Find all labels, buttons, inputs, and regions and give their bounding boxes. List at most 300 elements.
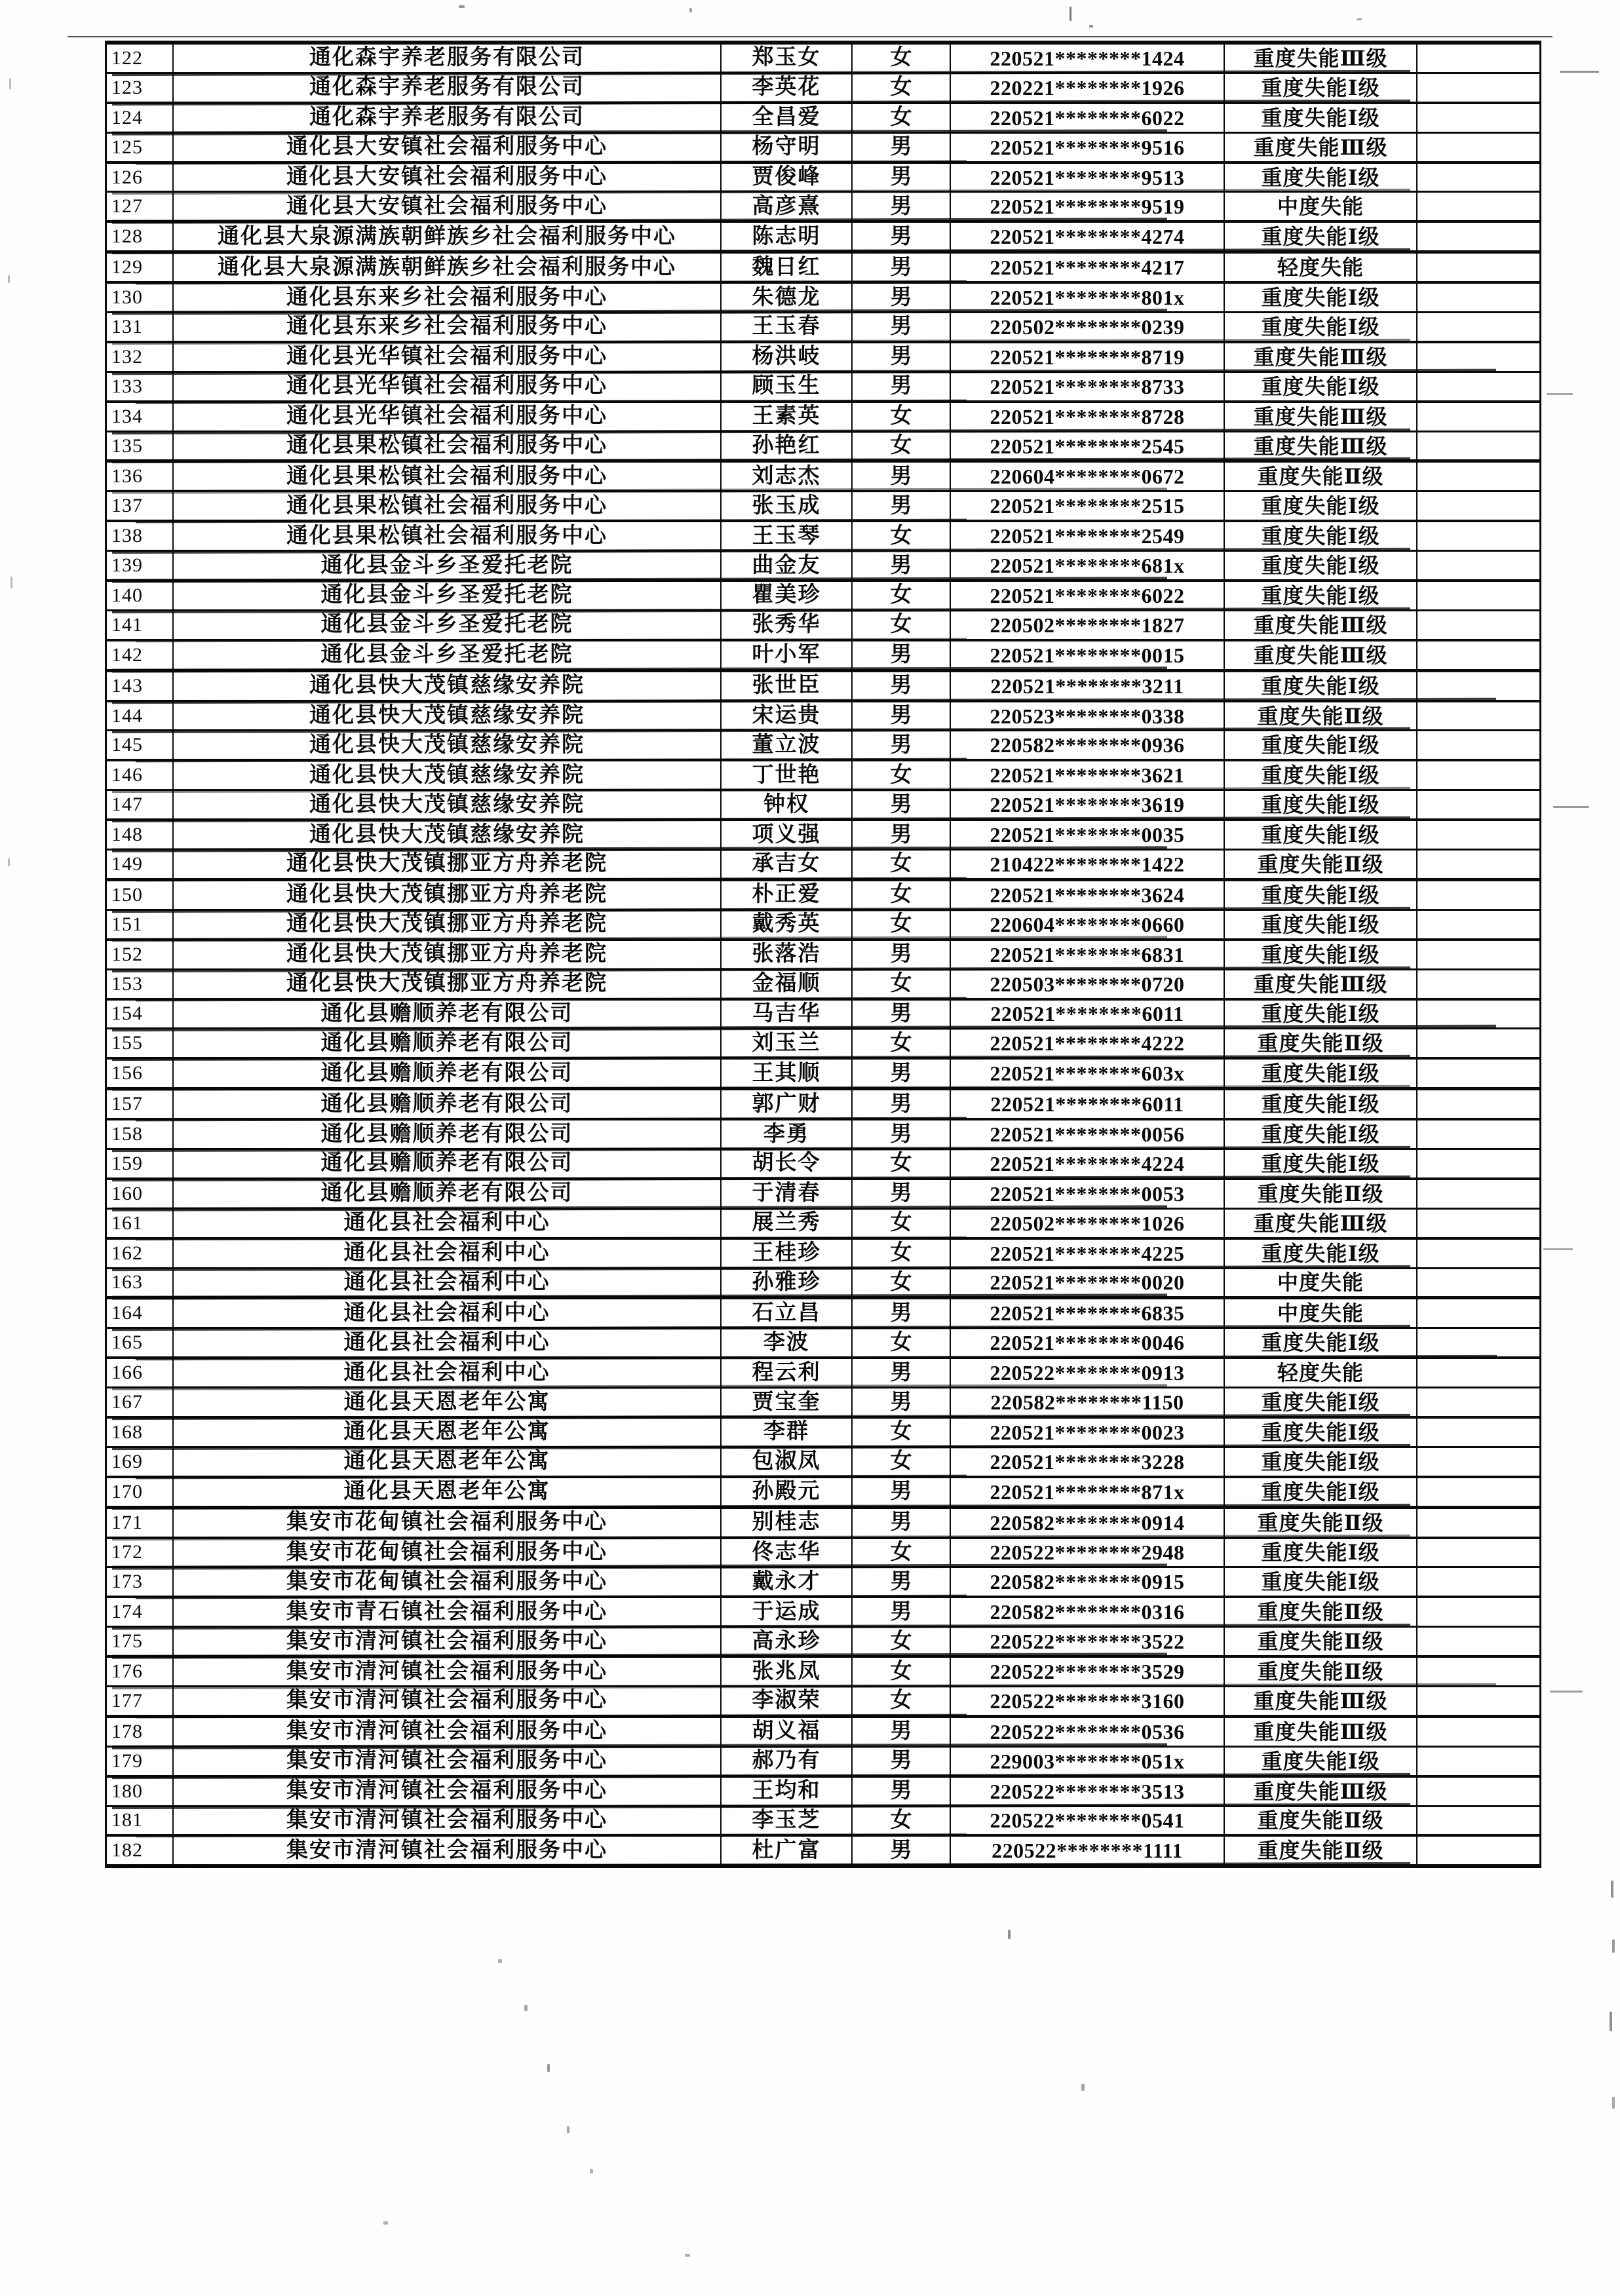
cell-person-name: 郭广财 (722, 1090, 853, 1118)
cell-disability-level: 重度失能Ⅱ级 (1225, 1837, 1418, 1864)
cell-institution: 集安市花甸镇社会福利服务中心 (174, 1509, 722, 1537)
scan-speck-artifact (1610, 2012, 1612, 2031)
cell-gender: 女 (853, 1150, 951, 1177)
cell-blank (1418, 672, 1539, 700)
cell-gender: 女 (853, 1539, 951, 1567)
cell-institution: 通化县快大茂镇挪亚方舟养老院 (174, 881, 722, 909)
cell-institution: 通化县金斗乡圣爱托老院 (174, 641, 722, 669)
scan-speck-artifact (547, 2064, 550, 2072)
table-row (107, 1359, 1539, 1388)
table-row (107, 552, 1539, 582)
cell-id-number: 220582********0316 (951, 1598, 1225, 1626)
cell-institution: 通化县大安镇社会福利服务中心 (174, 134, 722, 161)
cell-person-name: 陈志明 (722, 223, 853, 250)
cell-blank (1418, 1598, 1539, 1626)
table-row (107, 1090, 1539, 1120)
cell-blank (1418, 1090, 1539, 1118)
cell-disability-level: 重度失能Ⅱ级 (1225, 702, 1418, 730)
cell-blank (1418, 193, 1539, 220)
cell-institution: 通化县社会福利中心 (174, 1210, 722, 1237)
cell-blank (1418, 611, 1539, 639)
cell-gender: 女 (853, 104, 951, 132)
cell-serial-number: 164 (107, 1299, 174, 1327)
cell-blank (1418, 373, 1539, 400)
cell-institution: 通化县社会福利中心 (174, 1359, 722, 1387)
table-row (107, 761, 1539, 791)
cell-institution: 集安市花甸镇社会福利服务中心 (174, 1539, 722, 1567)
cell-institution: 通化县赡顺养老有限公司 (174, 1090, 722, 1118)
cell-person-name: 戴永才 (722, 1568, 853, 1596)
cell-person-name: 杨洪岐 (722, 343, 853, 371)
cell-blank (1418, 463, 1539, 490)
cell-serial-number: 175 (107, 1628, 174, 1655)
cell-institution: 通化县快大茂镇挪亚方舟养老院 (174, 941, 722, 968)
cell-gender: 男 (853, 1090, 951, 1118)
cell-disability-level: 重度失能Ⅲ级 (1225, 432, 1418, 460)
cell-person-name: 钟权 (722, 791, 853, 818)
cell-institution: 通化县光华镇社会福利服务中心 (174, 373, 722, 400)
scan-speck-artifact (1550, 1691, 1583, 1693)
cell-blank (1418, 432, 1539, 460)
cell-id-number: 220521********0035 (951, 821, 1225, 849)
cell-person-name: 朱德龙 (722, 284, 853, 311)
cell-gender: 女 (853, 1029, 951, 1057)
cell-disability-level: 中度失能 (1225, 1269, 1418, 1297)
table-row (107, 1478, 1539, 1509)
cell-disability-level: 重度失能Ⅲ级 (1225, 343, 1418, 371)
cell-blank (1418, 970, 1539, 998)
cell-id-number: 220502********1026 (951, 1210, 1225, 1237)
cell-disability-level: 重度失能Ⅱ级 (1225, 1029, 1418, 1057)
cell-gender: 女 (853, 611, 951, 639)
cell-gender: 女 (853, 582, 951, 609)
cell-institution: 集安市清河镇社会福利服务中心 (174, 1837, 722, 1864)
scan-speck-artifact (1543, 1248, 1573, 1250)
cell-id-number: 220521********3211 (951, 672, 1225, 700)
cell-gender: 男 (853, 313, 951, 341)
cell-id-number: 220521********2545 (951, 432, 1225, 460)
cell-gender: 女 (853, 432, 951, 460)
cell-disability-level: 重度失能Ⅰ级 (1225, 1448, 1418, 1476)
cell-serial-number: 169 (107, 1448, 174, 1476)
cell-id-number: 220521********681x (951, 552, 1225, 579)
table-row (107, 1509, 1539, 1539)
cell-person-name: 魏日红 (722, 254, 853, 281)
cell-institution: 通化县赡顺养老有限公司 (174, 1150, 722, 1177)
cell-id-number: 220521********871x (951, 1478, 1225, 1506)
cell-person-name: 于运成 (722, 1598, 853, 1626)
table-row (107, 45, 1539, 74)
cell-blank (1418, 1448, 1539, 1476)
cell-institution: 通化县社会福利中心 (174, 1269, 722, 1297)
cell-disability-level: 重度失能Ⅰ级 (1225, 164, 1418, 191)
cell-gender: 女 (853, 74, 951, 102)
cell-blank (1418, 1029, 1539, 1057)
cell-disability-level: 重度失能Ⅰ级 (1225, 761, 1418, 789)
cell-blank (1418, 104, 1539, 132)
cell-institution: 通化县快大茂镇挪亚方舟养老院 (174, 911, 722, 938)
cell-serial-number: 146 (107, 761, 174, 789)
cell-institution: 集安市清河镇社会福利服务中心 (174, 1687, 722, 1715)
cell-gender: 男 (853, 672, 951, 700)
cell-blank (1418, 313, 1539, 341)
cell-id-number: 210422********1422 (951, 851, 1225, 878)
cell-id-number: 220521********8728 (951, 403, 1225, 430)
cell-id-number: 220502********1827 (951, 611, 1225, 639)
cell-person-name: 杨守明 (722, 134, 853, 161)
cell-person-name: 别桂志 (722, 1509, 853, 1537)
cell-person-name: 叶小军 (722, 641, 853, 669)
cell-disability-level: 重度失能Ⅰ级 (1225, 522, 1418, 550)
cell-serial-number: 161 (107, 1210, 174, 1237)
cell-institution: 通化县快大茂镇慈缘安养院 (174, 791, 722, 818)
table-row (107, 1299, 1539, 1329)
cell-id-number: 220521********8733 (951, 373, 1225, 400)
cell-id-number: 220521********0023 (951, 1419, 1225, 1446)
cell-id-number: 220521********9516 (951, 134, 1225, 161)
cell-blank (1418, 1509, 1539, 1537)
scan-speck-artifact (689, 8, 692, 12)
cell-blank (1418, 1001, 1539, 1028)
cell-institution: 通化县赡顺养老有限公司 (174, 1180, 722, 1208)
cell-disability-level: 中度失能 (1225, 193, 1418, 220)
cell-institution: 通化县赡顺养老有限公司 (174, 1001, 722, 1028)
cell-blank (1418, 1388, 1539, 1416)
cell-gender: 男 (853, 1478, 951, 1506)
cell-disability-level: 重度失能Ⅰ级 (1225, 821, 1418, 849)
cell-person-name: 孙殿元 (722, 1478, 853, 1506)
cell-gender: 男 (853, 1837, 951, 1864)
scan-speck-artifact (1089, 25, 1093, 28)
cell-serial-number: 165 (107, 1329, 174, 1356)
cell-serial-number: 160 (107, 1180, 174, 1208)
cell-serial-number: 180 (107, 1778, 174, 1805)
cell-serial-number: 142 (107, 641, 174, 669)
cell-gender: 男 (853, 1778, 951, 1805)
cell-gender: 男 (853, 791, 951, 818)
cell-gender: 女 (853, 1329, 951, 1356)
cell-institution: 集安市花甸镇社会福利服务中心 (174, 1568, 722, 1596)
cell-disability-level: 重度失能Ⅱ级 (1225, 1180, 1418, 1208)
cell-person-name: 张玉成 (722, 492, 853, 520)
cell-id-number: 220604********0660 (951, 911, 1225, 938)
cell-disability-level: 重度失能Ⅰ级 (1225, 1090, 1418, 1118)
cell-id-number: 220521********4274 (951, 223, 1225, 250)
cell-serial-number: 127 (107, 193, 174, 220)
cell-person-name: 张世臣 (722, 672, 853, 700)
cell-disability-level: 重度失能Ⅰ级 (1225, 1001, 1418, 1028)
table-row (107, 522, 1539, 552)
cell-institution: 通化县果松镇社会福利服务中心 (174, 492, 722, 520)
cell-id-number: 220522********2948 (951, 1539, 1225, 1567)
cell-serial-number: 159 (107, 1150, 174, 1177)
table-row (107, 1001, 1539, 1030)
scan-speck-artifact (1070, 7, 1071, 21)
table-row (107, 611, 1539, 641)
cell-gender: 男 (853, 1388, 951, 1416)
cell-disability-level: 重度失能Ⅰ级 (1225, 313, 1418, 341)
cell-serial-number: 139 (107, 552, 174, 579)
cell-gender: 男 (853, 1359, 951, 1387)
cell-id-number: 220521********6011 (951, 1090, 1225, 1118)
cell-institution: 通化森宇养老服务有限公司 (174, 104, 722, 132)
cell-serial-number: 131 (107, 313, 174, 341)
cell-blank (1418, 1718, 1539, 1746)
cell-id-number: 220522********0913 (951, 1359, 1225, 1387)
cell-institution: 通化县大泉源满族朝鲜族乡社会福利服务中心 (174, 223, 722, 250)
table-row (107, 1060, 1539, 1090)
cell-person-name: 瞿美珍 (722, 582, 853, 609)
cell-serial-number: 143 (107, 672, 174, 700)
cell-gender: 女 (853, 1658, 951, 1685)
cell-gender: 男 (853, 343, 951, 371)
cell-id-number: 220521********0046 (951, 1329, 1225, 1356)
table-row (107, 672, 1539, 702)
cell-disability-level: 重度失能Ⅰ级 (1225, 284, 1418, 311)
cell-serial-number: 181 (107, 1807, 174, 1835)
scan-speck-artifact (685, 2254, 690, 2257)
cell-disability-level: 重度失能Ⅲ级 (1225, 403, 1418, 430)
cell-blank (1418, 1329, 1539, 1356)
cell-gender: 男 (853, 1001, 951, 1028)
register-table-body (107, 45, 1539, 1866)
cell-serial-number: 140 (107, 582, 174, 609)
cell-institution: 通化县金斗乡圣爱托老院 (174, 582, 722, 609)
cell-serial-number: 170 (107, 1478, 174, 1506)
cell-gender: 男 (853, 1568, 951, 1596)
cell-disability-level: 重度失能Ⅲ级 (1225, 641, 1418, 669)
cell-blank (1418, 254, 1539, 281)
cell-disability-level: 重度失能Ⅰ级 (1225, 911, 1418, 938)
table-row (107, 1388, 1539, 1419)
scan-speck-artifact (1611, 1881, 1613, 1898)
cell-serial-number: 147 (107, 791, 174, 818)
cell-disability-level: 重度失能Ⅰ级 (1225, 941, 1418, 968)
cell-gender: 男 (853, 134, 951, 161)
cell-blank (1418, 1837, 1539, 1864)
cell-gender: 女 (853, 1419, 951, 1446)
cell-serial-number: 179 (107, 1748, 174, 1775)
cell-disability-level: 重度失能Ⅱ级 (1225, 1628, 1418, 1655)
cell-blank (1418, 641, 1539, 669)
cell-gender: 女 (853, 45, 951, 72)
table-row (107, 970, 1539, 1001)
cell-person-name: 程云利 (722, 1359, 853, 1387)
cell-gender: 男 (853, 1299, 951, 1327)
table-row (107, 1448, 1539, 1478)
cell-disability-level: 重度失能Ⅰ级 (1225, 1568, 1418, 1596)
cell-gender: 男 (853, 941, 951, 968)
cell-serial-number: 153 (107, 970, 174, 998)
table-row (107, 134, 1539, 164)
cell-institution: 通化县东来乡社会福利服务中心 (174, 313, 722, 341)
cell-institution: 通化县天恩老年公寓 (174, 1388, 722, 1416)
cell-blank (1418, 492, 1539, 520)
cell-id-number: 220521********6011 (951, 1001, 1225, 1028)
cell-blank (1418, 731, 1539, 759)
cell-id-number: 220521********2549 (951, 522, 1225, 550)
cell-disability-level: 重度失能Ⅰ级 (1225, 1748, 1418, 1775)
cell-disability-level: 中度失能 (1225, 1299, 1418, 1327)
cell-institution: 通化县光华镇社会福利服务中心 (174, 343, 722, 371)
cell-person-name: 王玉春 (722, 313, 853, 341)
cell-id-number: 220522********1111 (951, 1837, 1225, 1864)
cell-institution: 通化县大安镇社会福利服务中心 (174, 164, 722, 191)
cell-disability-level: 重度失能Ⅲ级 (1225, 45, 1418, 72)
cell-institution: 集安市青石镇社会福利服务中心 (174, 1598, 722, 1626)
cell-id-number: 220521********603x (951, 1060, 1225, 1087)
cell-institution: 通化县金斗乡圣爱托老院 (174, 552, 722, 579)
cell-person-name: 孙艳红 (722, 432, 853, 460)
cell-person-name: 郑玉女 (722, 45, 853, 72)
cell-blank (1418, 582, 1539, 609)
cell-blank (1418, 1807, 1539, 1835)
cell-gender: 男 (853, 641, 951, 669)
cell-blank (1418, 851, 1539, 878)
cell-serial-number: 173 (107, 1568, 174, 1596)
cell-id-number: 220522********0541 (951, 1807, 1225, 1835)
cell-id-number: 220521********4217 (951, 254, 1225, 281)
scan-speck-artifact (1357, 18, 1362, 20)
cell-gender: 女 (853, 1807, 951, 1835)
cell-gender: 女 (853, 851, 951, 878)
cell-blank (1418, 45, 1539, 72)
cell-blank (1418, 911, 1539, 938)
table-row (107, 313, 1539, 343)
scan-speck-artifact (567, 2126, 569, 2133)
cell-gender: 女 (853, 970, 951, 998)
cell-gender: 男 (853, 193, 951, 220)
cell-institution: 集安市清河镇社会福利服务中心 (174, 1778, 722, 1805)
cell-person-name: 展兰秀 (722, 1210, 853, 1237)
cell-id-number: 220582********0936 (951, 731, 1225, 759)
cell-institution: 集安市清河镇社会福利服务中心 (174, 1628, 722, 1655)
cell-institution: 通化县大泉源满族朝鲜族乡社会福利服务中心 (174, 254, 722, 281)
cell-serial-number: 158 (107, 1120, 174, 1148)
cell-institution: 通化县赡顺养老有限公司 (174, 1060, 722, 1087)
table-row (107, 1687, 1539, 1718)
cell-blank (1418, 1210, 1539, 1237)
cell-blank (1418, 1539, 1539, 1567)
cell-id-number: 220521********4222 (951, 1029, 1225, 1057)
cell-blank (1418, 1240, 1539, 1267)
cell-person-name: 宋运贵 (722, 702, 853, 730)
cell-disability-level: 重度失能Ⅰ级 (1225, 1150, 1418, 1177)
cell-blank (1418, 941, 1539, 968)
cell-id-number: 220522********3522 (951, 1628, 1225, 1655)
cell-person-name: 丁世艳 (722, 761, 853, 789)
cell-gender: 女 (853, 1448, 951, 1476)
cell-disability-level: 重度失能Ⅱ级 (1225, 1658, 1418, 1685)
cell-person-name: 朴正爱 (722, 881, 853, 909)
cell-gender: 男 (853, 731, 951, 759)
cell-person-name: 贾俊峰 (722, 164, 853, 191)
cell-gender: 女 (853, 1210, 951, 1237)
table-row (107, 403, 1539, 432)
table-row (107, 1210, 1539, 1240)
cell-blank (1418, 1120, 1539, 1148)
scan-speck-artifact (1081, 2084, 1085, 2091)
cell-person-name: 高永珍 (722, 1628, 853, 1655)
cell-id-number: 220521********4225 (951, 1240, 1225, 1267)
cell-serial-number: 163 (107, 1269, 174, 1297)
table-row (107, 343, 1539, 373)
cell-person-name: 胡义福 (722, 1718, 853, 1746)
cell-id-number: 220582********1150 (951, 1388, 1225, 1416)
cell-person-name: 承吉女 (722, 851, 853, 878)
cell-person-name: 张秀华 (722, 611, 853, 639)
cell-gender: 女 (853, 1240, 951, 1267)
cell-disability-level: 重度失能Ⅱ级 (1225, 1509, 1418, 1537)
cell-person-name: 金福顺 (722, 970, 853, 998)
scan-speck-artifact (8, 858, 10, 866)
cell-serial-number: 168 (107, 1419, 174, 1446)
cell-serial-number: 156 (107, 1060, 174, 1087)
scan-speck-artifact (590, 2169, 593, 2173)
cell-id-number: 220521********2515 (951, 492, 1225, 520)
cell-serial-number: 178 (107, 1718, 174, 1746)
cell-disability-level: 重度失能Ⅱ级 (1225, 463, 1418, 490)
cell-person-name: 王均和 (722, 1778, 853, 1805)
cell-person-name: 石立昌 (722, 1299, 853, 1327)
table-row (107, 1240, 1539, 1269)
cell-id-number: 220521********0053 (951, 1180, 1225, 1208)
cell-serial-number: 122 (107, 45, 174, 72)
cell-id-number: 220521********3624 (951, 881, 1225, 909)
cell-id-number: 220521********6835 (951, 1299, 1225, 1327)
cell-gender: 男 (853, 223, 951, 250)
cell-serial-number: 123 (107, 74, 174, 102)
care-register-table (105, 41, 1541, 1868)
cell-id-number: 220522********3529 (951, 1658, 1225, 1685)
cell-blank (1418, 881, 1539, 909)
scan-speck-artifact (524, 2005, 528, 2011)
cell-blank (1418, 403, 1539, 430)
cell-disability-level: 重度失能Ⅰ级 (1225, 373, 1418, 400)
table-row (107, 641, 1539, 672)
cell-disability-level: 重度失能Ⅰ级 (1225, 672, 1418, 700)
cell-blank (1418, 134, 1539, 161)
cell-disability-level: 重度失能Ⅰ级 (1225, 582, 1418, 609)
cell-person-name: 李英花 (722, 74, 853, 102)
cell-institution: 通化县天恩老年公寓 (174, 1448, 722, 1476)
cell-gender: 男 (853, 164, 951, 191)
cell-blank (1418, 1060, 1539, 1087)
table-row (107, 1120, 1539, 1150)
cell-id-number: 220604********0672 (951, 463, 1225, 490)
cell-id-number: 220522********0536 (951, 1718, 1225, 1746)
cell-institution: 集安市清河镇社会福利服务中心 (174, 1718, 722, 1746)
table-row (107, 1419, 1539, 1448)
scan-speck-artifact (8, 275, 10, 283)
table-row (107, 1598, 1539, 1628)
cell-blank (1418, 223, 1539, 250)
cell-id-number: 220521********8719 (951, 343, 1225, 371)
table-row (107, 284, 1539, 313)
cell-serial-number: 136 (107, 463, 174, 490)
cell-serial-number: 130 (107, 284, 174, 311)
cell-gender: 男 (853, 373, 951, 400)
cell-disability-level: 重度失能Ⅰ级 (1225, 791, 1418, 818)
cell-serial-number: 176 (107, 1658, 174, 1685)
table-row (107, 1718, 1539, 1748)
table-row (107, 1180, 1539, 1210)
table-row (107, 911, 1539, 941)
scan-line-artifact (68, 36, 1552, 37)
cell-serial-number: 157 (107, 1090, 174, 1118)
table-row (107, 582, 1539, 611)
cell-disability-level: 重度失能Ⅰ级 (1225, 1539, 1418, 1567)
